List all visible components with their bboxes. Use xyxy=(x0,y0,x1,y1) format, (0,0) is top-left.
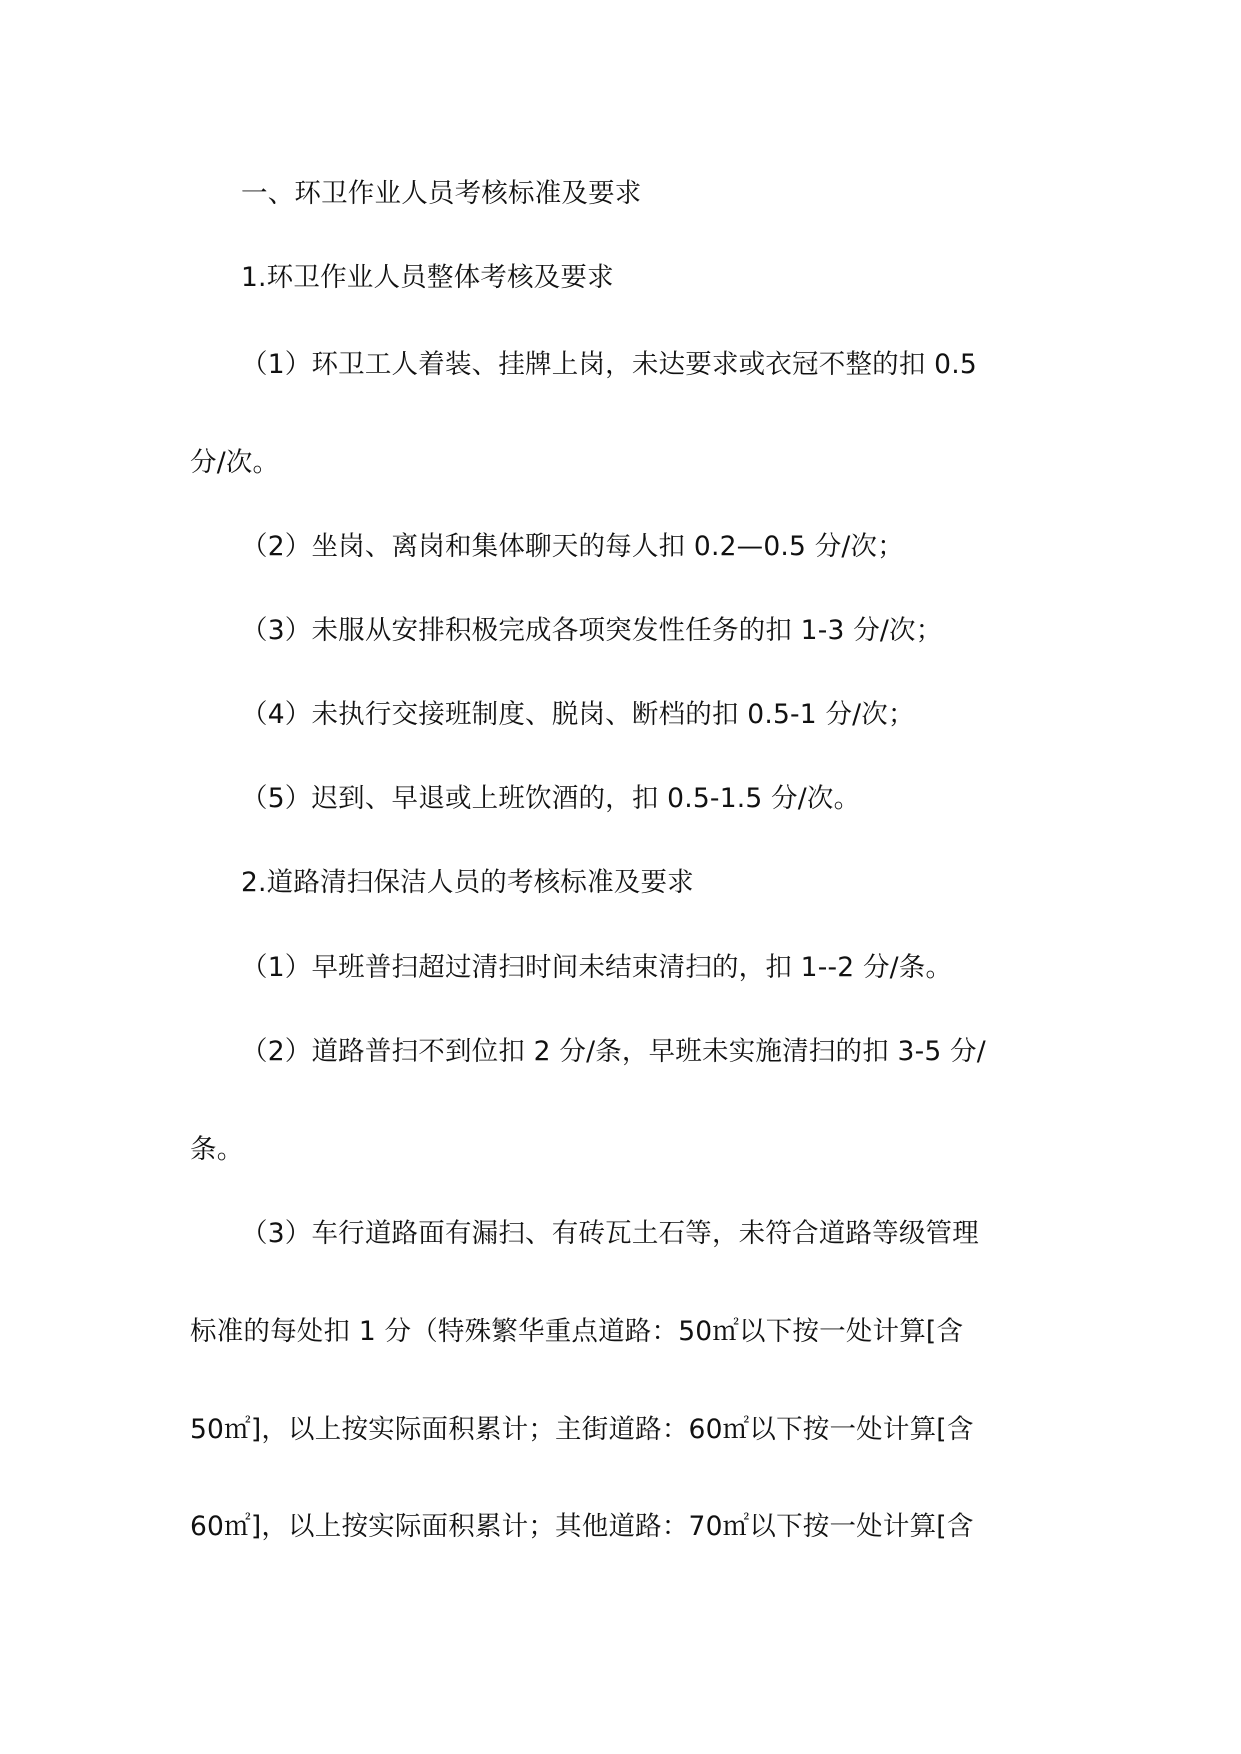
paragraph-2-3-line-2: 标准的每处扣 1 分（特殊繁华重点道路：50㎡以下按一处计算[含 xyxy=(190,1316,964,1347)
paragraph-2-3-line-4: 60㎡]，以上按实际面积累计；其他道路：70㎡以下按一处计算[含 xyxy=(190,1511,974,1542)
paragraph-1-4: （4）未执行交接班制度、脱岗、断档的扣 0.5-1 分/次； xyxy=(241,699,915,730)
subsection-heading-1: 1.环卫作业人员整体考核及要求 xyxy=(241,262,614,293)
paragraph-2-3-line-3: 50㎡]，以上按实际面积累计；主街道路：60㎡以下按一处计算[含 xyxy=(190,1414,974,1445)
section-heading: 一、环卫作业人员考核标准及要求 xyxy=(241,178,642,209)
paragraph-2-1: （1）早班普扫超过清扫时间未结束清扫的，扣 1--2 分/条。 xyxy=(241,952,953,983)
subsection-heading-2: 2.道路清扫保洁人员的考核标准及要求 xyxy=(241,867,694,898)
paragraph-2-2: （2）道路普扫不到位扣 2 分/条，早班未实施清扫的扣 3-5 分/ xyxy=(241,1036,986,1067)
paragraph-1-5: （5）迟到、早退或上班饮酒的，扣 0.5-1.5 分/次。 xyxy=(241,783,861,814)
paragraph-1-1: （1）环卫工人着装、挂牌上岗，未达要求或衣冠不整的扣 0.5 xyxy=(241,349,977,380)
paragraph-1-1-continued: 分/次。 xyxy=(190,447,280,478)
paragraph-2-3: （3）车行道路面有漏扫、有砖瓦土石等，未符合道路等级管理 xyxy=(241,1218,979,1249)
paragraph-2-2-continued: 条。 xyxy=(190,1134,244,1165)
paragraph-1-2: （2）坐岗、离岗和集体聊天的每人扣 0.2—0.5 分/次； xyxy=(241,531,904,562)
paragraph-1-3: （3）未服从安排积极完成各项突发性任务的扣 1-3 分/次； xyxy=(241,615,943,646)
